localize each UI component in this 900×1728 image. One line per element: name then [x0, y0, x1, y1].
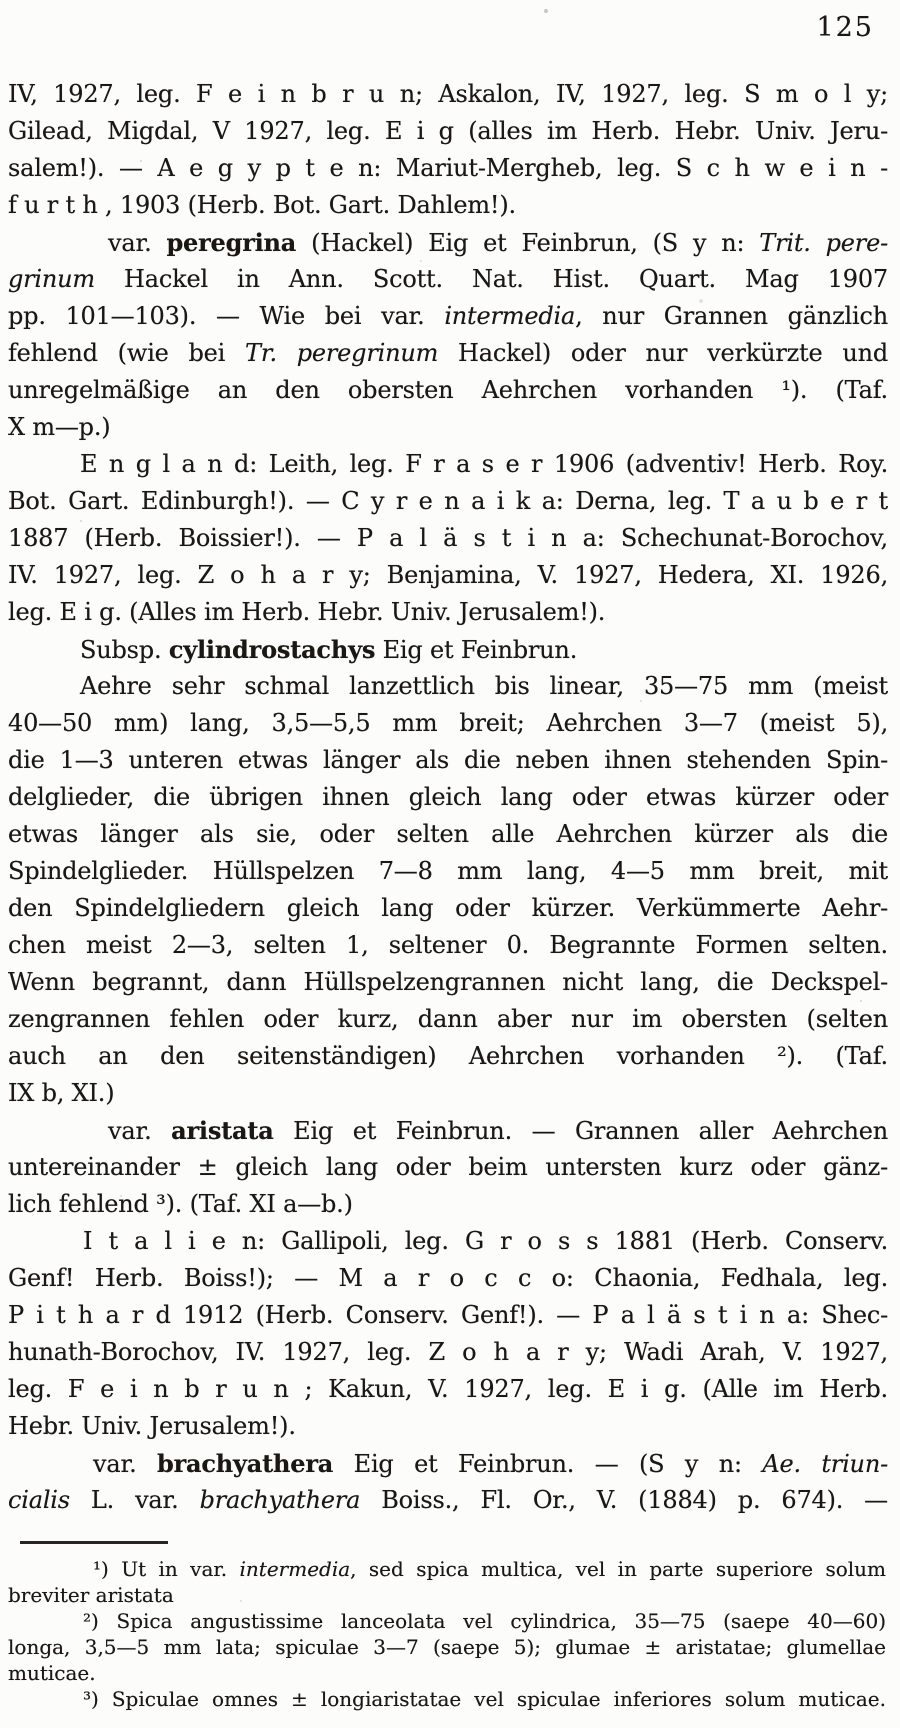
text-segment: Subsp. — [80, 636, 169, 664]
text-line — [8, 742, 888, 779]
paragraph — [8, 1112, 888, 1223]
paragraph — [8, 1556, 886, 1608]
text-line — [8, 150, 888, 187]
text-segment: 1887 (Herb. Boissier!). — P a l ä s t i n a: Schechunat-Borochov, — [8, 524, 888, 552]
text-segment: IV. 1927, leg. Z o h a r y; Benjamina, V. 1927, Hedera, XI. 1926, — [8, 561, 888, 589]
text-segment: pp. 101—103). — Wie bei var. — [8, 302, 445, 330]
text-segment: Hackel) oder nur verkürzte und — [438, 339, 889, 367]
text-segment: Tr. peregrinum — [245, 339, 439, 367]
text-segment: Trit. pere- — [759, 229, 888, 257]
text-segment: Hebr. Univ. Jerusalem!). — [8, 1412, 296, 1440]
paragraph — [8, 1608, 886, 1686]
text-line — [8, 816, 888, 853]
text-line — [8, 187, 888, 224]
paragraph — [8, 1445, 888, 1519]
text-line — [8, 631, 888, 668]
text-segment: intermedia — [444, 302, 576, 330]
body-text-block — [8, 76, 888, 1519]
text-segment: auch an den seitenständigen) Aehrchen vorhanden ²). (Taf. — [8, 1042, 888, 1070]
text-segment: leg. F e i n b r u n ; Kakun, V. 1927, leg. E i g. (Alle im Herb. — [8, 1375, 888, 1403]
paragraph — [8, 631, 888, 668]
text-line — [8, 76, 888, 113]
text-segment: X m—p.) — [8, 413, 111, 441]
text-segment: Eig et Feinbrun. — [375, 636, 578, 664]
text-segment: Bot. Gart. Edinburgh!). — C y r e n a i k a: Derna, leg. T a u b e r t — [8, 487, 888, 515]
paragraph — [8, 76, 888, 224]
text-segment: etwas länger als sie, oder selten alle Aehrchen kürzer als die — [8, 820, 888, 848]
text-line — [8, 224, 888, 261]
text-segment: L. var. — [69, 1486, 200, 1514]
text-line — [8, 1260, 888, 1297]
text-line — [8, 853, 888, 890]
text-line — [8, 557, 888, 594]
text-line — [8, 1334, 888, 1371]
text-line — [8, 1482, 888, 1519]
text-line — [8, 1297, 888, 1334]
text-segment: , nur Grannen gänzlich — [575, 302, 888, 330]
text-line — [8, 446, 888, 483]
text-segment: Hackel in Ann. Scott. Nat. Hist. Quart. Mag 1907 — [94, 265, 888, 293]
text-segment: peregrina — [166, 228, 297, 257]
text-line — [8, 1038, 888, 1075]
text-line — [8, 520, 888, 557]
paragraph — [8, 446, 888, 631]
text-segment: cialis — [8, 1486, 70, 1514]
text-line — [8, 261, 888, 298]
text-line — [8, 1582, 886, 1608]
text-segment: Eig et Feinbrun. — Grannen aller Aehrchen — [273, 1117, 888, 1145]
text-line — [8, 1408, 888, 1445]
text-segment: Genf! Herb. Boiss!); — M a r o c c o: Chaonia, Fedhala, leg. — [8, 1264, 888, 1292]
text-line — [8, 964, 888, 1001]
text-line — [8, 594, 888, 631]
page-number: 125 — [816, 12, 874, 43]
text-line — [8, 1634, 886, 1660]
paragraph — [8, 1686, 886, 1712]
scan-speckles — [0, 0, 2, 2]
text-line — [8, 1001, 888, 1038]
text-segment: longa, 3,5—5 mm lata; spiculae 3—7 (saepe 5); glumae ± aristatae; glumellae — [8, 1635, 886, 1659]
text-line — [8, 1608, 886, 1634]
text-line — [8, 779, 888, 816]
text-segment: 40—50 mm) lang, 3,5—5,5 mm breit; Aehrchen 3—7 (meist 5), — [8, 709, 888, 737]
text-segment: aristata — [171, 1116, 274, 1145]
text-line — [8, 1075, 888, 1112]
text-segment: die 1—3 unteren etwas länger als die neben ihnen stehenden Spin- — [8, 746, 888, 774]
text-segment: , sed spica multica, vel in parte superiore solum — [350, 1557, 886, 1581]
text-segment: ¹) Ut in var. — [93, 1557, 240, 1581]
text-segment: Spindelglieder. Hüllspelzen 7—8 mm lang, 4—5 mm breit, mit — [8, 857, 888, 885]
text-line — [8, 1223, 888, 1260]
text-segment: unregelmäßige an den obersten Aehrchen vorhanden ¹). (Taf. — [8, 376, 888, 404]
text-line — [8, 1660, 886, 1686]
text-segment: Aehre sehr schmal lanzettlich bis linear, 35—75 mm (meist — [80, 672, 888, 700]
text-segment: brachyathera — [157, 1449, 334, 1478]
text-segment: f u r t h , 1903 (Herb. Bot. Gart. Dahlem!). — [8, 191, 516, 219]
text-segment: ³) Spiculae omnes ± longiaristatae vel spiculae inferiores solum muticae. — [83, 1687, 886, 1711]
text-segment: Ae. triun- — [762, 1450, 888, 1478]
text-line — [8, 1445, 888, 1482]
text-line — [8, 1686, 886, 1712]
text-segment: Gilead, Migdal, V 1927, leg. E i g (alles im Herb. Hebr. Univ. Jeru- — [8, 117, 888, 145]
text-line — [8, 705, 888, 742]
text-segment: Wenn begrannt, dann Hüllspelzengrannen nicht lang, die Deckspel- — [8, 968, 888, 996]
text-segment: fehlend (wie bei — [8, 339, 246, 367]
text-segment: cylindrostachys — [168, 635, 376, 664]
text-line — [8, 1371, 888, 1408]
text-line — [8, 409, 888, 446]
text-segment: P i t h a r d 1912 (Herb. Conserv. Genf!). — P a l ä s t i n a: Shec- — [8, 1301, 888, 1329]
text-segment: E n g l a n d: Leith, leg. F r a s e r 1906 (adventiv! Herb. Roy. — [80, 450, 888, 478]
text-segment: delglieder, die übrigen ihnen gleich lang oder etwas kürzer oder — [8, 783, 888, 811]
paragraph — [8, 1223, 888, 1445]
text-line — [8, 1556, 886, 1582]
text-segment: muticae. — [8, 1661, 96, 1685]
text-line — [8, 668, 888, 705]
footnotes-block — [8, 1556, 886, 1712]
text-segment: untereinander ± gleich lang oder beim untersten kurz oder gänz- — [8, 1153, 888, 1181]
paragraph — [8, 668, 888, 1112]
text-segment: lich fehlend ³). (Taf. XI a—b.) — [8, 1190, 353, 1218]
text-segment: hunath-Borochov, IV. 1927, leg. Z o h a r y; Wadi Arah, V. 1927, — [8, 1338, 888, 1366]
text-segment: intermedia — [239, 1557, 351, 1581]
text-segment: Boiss., Fl. Or., V. (1884) p. 674). — — [360, 1486, 888, 1514]
text-segment: ²) Spica angustissime lanceolata vel cylindrica, 35—75 (saepe 40—60) — [83, 1609, 886, 1633]
text-line — [8, 372, 888, 409]
paragraph — [8, 224, 888, 446]
text-segment: chen meist 2—3, selten 1, seltener 0. Begrannte Formen selten. — [8, 931, 888, 959]
text-segment: zengrannen fehlen oder kurz, dann aber nur im obersten (selten — [8, 1005, 888, 1033]
text-segment: den Spindelgliedern gleich lang oder kürzer. Verkümmerte Aehr- — [8, 894, 888, 922]
text-line — [8, 113, 888, 150]
text-segment: grinum — [8, 265, 95, 293]
text-line — [8, 927, 888, 964]
text-segment: Eig et Feinbrun. — (S y n: — [333, 1450, 763, 1478]
text-segment: salem!). — A e g y p t e n: Mariut-Mergheb, leg. S c h w e i n - — [8, 154, 888, 182]
text-segment: IX b, XI.) — [8, 1079, 115, 1107]
text-line — [8, 1112, 888, 1149]
text-line — [8, 1149, 888, 1186]
text-line — [8, 890, 888, 927]
text-segment: var. — [108, 1117, 172, 1145]
footnote-divider — [20, 1541, 168, 1544]
text-segment: brachyathera — [199, 1486, 361, 1514]
text-line — [8, 1186, 888, 1223]
text-segment: leg. E i g. (Alles im Herb. Hebr. Univ. Jerusalem!). — [8, 598, 606, 626]
text-line — [8, 335, 888, 372]
text-segment: IV, 1927, leg. F e i n b r u n; Askalon, IV, 1927, leg. S m o l y; — [8, 80, 888, 108]
text-segment: breviter aristata — [8, 1583, 174, 1607]
text-segment: var. — [93, 1450, 158, 1478]
text-segment: (Hackel) Eig et Feinbrun, (S y n: — [296, 229, 760, 257]
text-line — [8, 483, 888, 520]
text-segment: var. — [108, 229, 167, 257]
text-line — [8, 298, 888, 335]
text-segment: I t a l i e n: Gallipoli, leg. G r o s s 1881 (Herb. Conserv. — [83, 1227, 888, 1255]
